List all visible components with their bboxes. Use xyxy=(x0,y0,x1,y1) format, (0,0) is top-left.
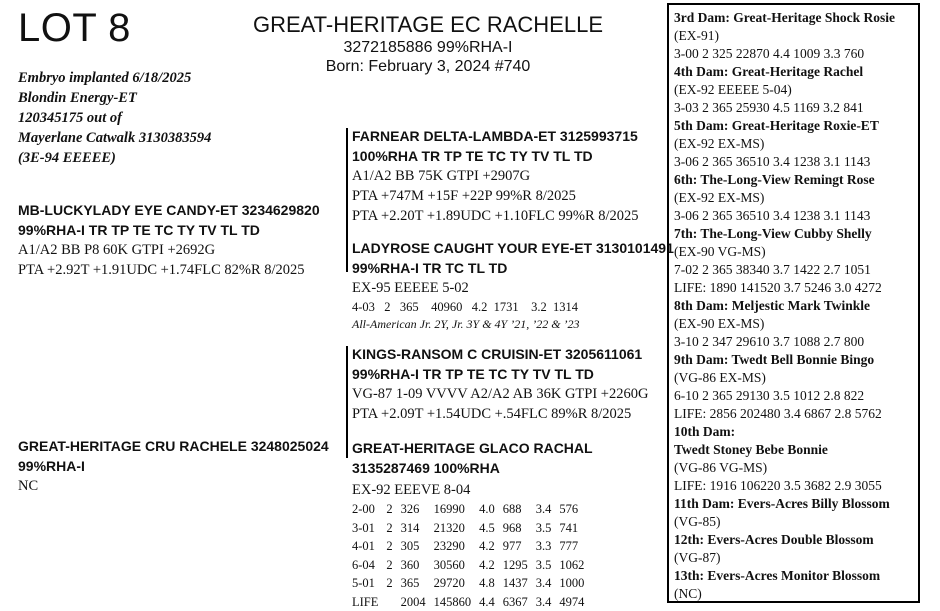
record-cell: 4.2 xyxy=(479,556,503,575)
dam-dam-records-table xyxy=(352,500,592,611)
record-cell: 16990 xyxy=(434,500,480,519)
record-cell: 977 xyxy=(503,537,536,556)
ancestor-detail: 3-06 2 365 36510 3.4 1238 3.1 1143 xyxy=(674,207,918,225)
ancestry-box xyxy=(667,3,920,603)
record-cell: 2 xyxy=(386,574,400,593)
dam-dam-classification: EX-92 EEEVE 8-04 xyxy=(352,480,593,500)
dam-sire-block xyxy=(352,344,648,424)
record-cell: 3.4 xyxy=(536,593,560,611)
record-row xyxy=(352,593,592,611)
record-cell: 1000 xyxy=(559,574,592,593)
record-cell: 4974 xyxy=(559,593,592,611)
embryo-info xyxy=(18,68,211,168)
record-cell: 741 xyxy=(559,519,592,538)
embryo-line: Mayerlane Catwalk 3130383594 xyxy=(18,128,211,148)
sire-sire-name: FARNEAR DELTA-LAMBDA-ET 3125993715 xyxy=(352,126,639,146)
sire-dam-name: LADYROSE CAUGHT YOUR EYE-ET 3130101491 xyxy=(352,238,674,258)
dam-sire-classification: VG-87 1-09 VVVV A2/A2 AB 36K GTPI +2260G xyxy=(352,384,648,404)
record-cell: 6367 xyxy=(503,593,536,611)
record-cell: 314 xyxy=(401,519,434,538)
sire-dam-honors: All-American Jr. 2Y, Jr. 3Y & 4Y ’21, ’22 & ’23 xyxy=(352,316,674,333)
ancestor-detail: (EX-90 EX-MS) xyxy=(674,315,918,333)
record-row xyxy=(352,500,592,519)
record-cell: 2004 xyxy=(401,593,434,611)
record-row xyxy=(352,519,592,538)
dam-sire-name: KINGS-RANSOM C CRUISIN-ET 3205611061 xyxy=(352,344,648,364)
ancestor-title: 10th Dam: xyxy=(674,423,918,441)
record-cell: 3.4 xyxy=(536,500,560,519)
record-cell: 3.4 xyxy=(536,574,560,593)
embryo-line: 120345175 out of xyxy=(18,108,211,128)
ancestor-title: Twedt Stoney Bebe Bonnie xyxy=(674,441,918,459)
ancestor-title: 13th: Evers-Acres Monitor Blossom xyxy=(674,567,918,585)
ancestor-detail: 7-02 2 365 38340 3.7 1422 2.7 1051 xyxy=(674,261,918,279)
ancestor-detail: (VG-85) xyxy=(674,513,918,531)
ancestor-detail: (EX-92 EX-MS) xyxy=(674,189,918,207)
dam-dam-block xyxy=(352,438,593,611)
sire-pta: PTA +2.92T +1.91UDC +1.74FLC 82%R 8/2025 xyxy=(18,260,320,280)
sire-bracket xyxy=(346,128,348,272)
sire-dam-record: 4-03 2 365 40960 4.2 1731 3.2 1314 xyxy=(352,298,674,316)
dam-dam-registration: 3135287469 100%RHA xyxy=(352,458,593,478)
record-cell: 2 xyxy=(386,556,400,575)
record-cell: 2 xyxy=(386,537,400,556)
animal-header xyxy=(228,12,628,76)
ancestor-detail: LIFE: 2856 202480 3.4 6867 2.8 5762 xyxy=(674,405,918,423)
ancestor-detail: (EX-92 EX-MS) xyxy=(674,135,918,153)
ancestor-detail: (VG-86 VG-MS) xyxy=(674,459,918,477)
sire-dam-block xyxy=(352,238,674,333)
ancestor-title: 7th: The-Long-View Cubby Shelly xyxy=(674,225,918,243)
record-cell: 305 xyxy=(401,537,434,556)
ancestor-detail: 3-00 2 325 22870 4.4 1009 3.3 760 xyxy=(674,45,918,63)
ancestor-detail: LIFE: 1916 106220 3.5 3682 2.9 3055 xyxy=(674,477,918,495)
record-cell: 576 xyxy=(559,500,592,519)
ancestor-detail: 3-10 2 347 29610 3.7 1088 2.7 800 xyxy=(674,333,918,351)
ancestor-title: 8th Dam: Meljestic Mark Twinkle xyxy=(674,297,918,315)
record-cell: 145860 xyxy=(434,593,480,611)
sire-dam-classification: EX-95 EEEEE 5-02 xyxy=(352,278,674,298)
record-cell: 2 xyxy=(386,500,400,519)
record-cell: 4-01 xyxy=(352,537,386,556)
record-cell: 2 xyxy=(386,519,400,538)
record-cell: 968 xyxy=(503,519,536,538)
record-cell: 29720 xyxy=(434,574,480,593)
record-cell: 688 xyxy=(503,500,536,519)
ancestor-detail: (EX-90 VG-MS) xyxy=(674,243,918,261)
sire-sire-codes: 100%RHA TR TP TE TC TY TV TL TD xyxy=(352,146,639,166)
record-cell: 3-01 xyxy=(352,519,386,538)
record-cell: 4.5 xyxy=(479,519,503,538)
sire-codes: 99%RHA-I TR TP TE TC TY TV TL TD xyxy=(18,220,320,240)
dam-block xyxy=(18,436,329,496)
sire-name: MB-LUCKYLADY EYE CANDY-ET 3234629820 xyxy=(18,200,320,220)
record-cell: 360 xyxy=(401,556,434,575)
record-cell: 777 xyxy=(559,537,592,556)
record-cell xyxy=(386,593,400,611)
dam-name: GREAT-HERITAGE CRU RACHELE 3248025024 xyxy=(18,436,329,456)
record-cell: 3.3 xyxy=(536,537,560,556)
sire-genomics: A1/A2 BB P8 60K GTPI +2692G xyxy=(18,240,320,260)
record-cell: LIFE xyxy=(352,593,386,611)
ancestor-title: 6th: The-Long-View Remingt Rose xyxy=(674,171,918,189)
ancestor-detail: (EX-92 EEEEE 5-04) xyxy=(674,81,918,99)
record-row xyxy=(352,556,592,575)
sire-block xyxy=(18,200,320,280)
record-cell: 4.4 xyxy=(479,593,503,611)
animal-name: GREAT-HERITAGE EC RACHELLE xyxy=(228,12,628,38)
dam-sire-codes: 99%RHA-I TR TP TE TC TY TV TL TD xyxy=(352,364,648,384)
sire-sire-genomics: A1/A2 BB 75K GTPI +2907G xyxy=(352,166,639,186)
record-cell: 21320 xyxy=(434,519,480,538)
embryo-line: Embryo implanted 6/18/2025 xyxy=(18,68,211,88)
sire-sire-block xyxy=(352,126,639,226)
ancestor-title: 9th Dam: Twedt Bell Bonnie Bingo xyxy=(674,351,918,369)
record-cell: 23290 xyxy=(434,537,480,556)
record-row xyxy=(352,537,592,556)
embryo-line: Blondin Energy-ET xyxy=(18,88,211,108)
record-cell: 2-00 xyxy=(352,500,386,519)
ancestor-detail: (NC) xyxy=(674,585,918,603)
sire-sire-pta-production: PTA +747M +15F +22P 99%R 8/2025 xyxy=(352,186,639,206)
ancestor-detail: 3-06 2 365 36510 3.4 1238 3.1 1143 xyxy=(674,153,918,171)
record-cell: 1295 xyxy=(503,556,536,575)
sire-dam-codes: 99%RHA-I TR TC TL TD xyxy=(352,258,674,278)
ancestor-detail: (EX-91) xyxy=(674,27,918,45)
record-cell: 326 xyxy=(401,500,434,519)
record-cell: 4.0 xyxy=(479,500,503,519)
dam-codes: 99%RHA-I xyxy=(18,456,329,476)
ancestor-title: 12th: Evers-Acres Double Blossom xyxy=(674,531,918,549)
dam-bracket xyxy=(346,346,348,458)
sire-sire-pta-type: PTA +2.20T +1.89UDC +1.10FLC 99%R 8/2025 xyxy=(352,206,639,226)
ancestor-title: 4th Dam: Great-Heritage Rachel xyxy=(674,63,918,81)
record-cell: 5-01 xyxy=(352,574,386,593)
animal-birth: Born: February 3, 2024 #740 xyxy=(228,57,628,76)
record-cell: 3.5 xyxy=(536,519,560,538)
ancestor-detail: (VG-86 EX-MS) xyxy=(674,369,918,387)
ancestor-detail: (VG-87) xyxy=(674,549,918,567)
ancestor-detail: 6-10 2 365 29130 3.5 1012 2.8 822 xyxy=(674,387,918,405)
ancestor-detail: LIFE: 1890 141520 3.7 5246 3.0 4272 xyxy=(674,279,918,297)
record-cell: 6-04 xyxy=(352,556,386,575)
record-row xyxy=(352,574,592,593)
dam-dam-name: GREAT-HERITAGE GLACO RACHAL xyxy=(352,438,593,458)
animal-registration: 3272185886 99%RHA-I xyxy=(228,38,628,57)
record-cell: 1437 xyxy=(503,574,536,593)
ancestor-title: 3rd Dam: Great-Heritage Shock Rosie xyxy=(674,9,918,27)
record-cell: 4.2 xyxy=(479,537,503,556)
ancestor-detail: 3-03 2 365 25930 4.5 1169 3.2 841 xyxy=(674,99,918,117)
embryo-line: (3E-94 EEEEE) xyxy=(18,148,211,168)
ancestor-title: 5th Dam: Great-Heritage Roxie-ET xyxy=(674,117,918,135)
lot-number: LOT 8 xyxy=(18,6,131,51)
record-cell: 3.5 xyxy=(536,556,560,575)
dam-classification: NC xyxy=(18,476,329,496)
record-cell: 30560 xyxy=(434,556,480,575)
record-cell: 4.8 xyxy=(479,574,503,593)
record-cell: 365 xyxy=(401,574,434,593)
dam-sire-pta: PTA +2.09T +1.54UDC +.54FLC 89%R 8/2025 xyxy=(352,404,648,424)
ancestor-title: 11th Dam: Evers-Acres Billy Blossom xyxy=(674,495,918,513)
record-cell: 1062 xyxy=(559,556,592,575)
